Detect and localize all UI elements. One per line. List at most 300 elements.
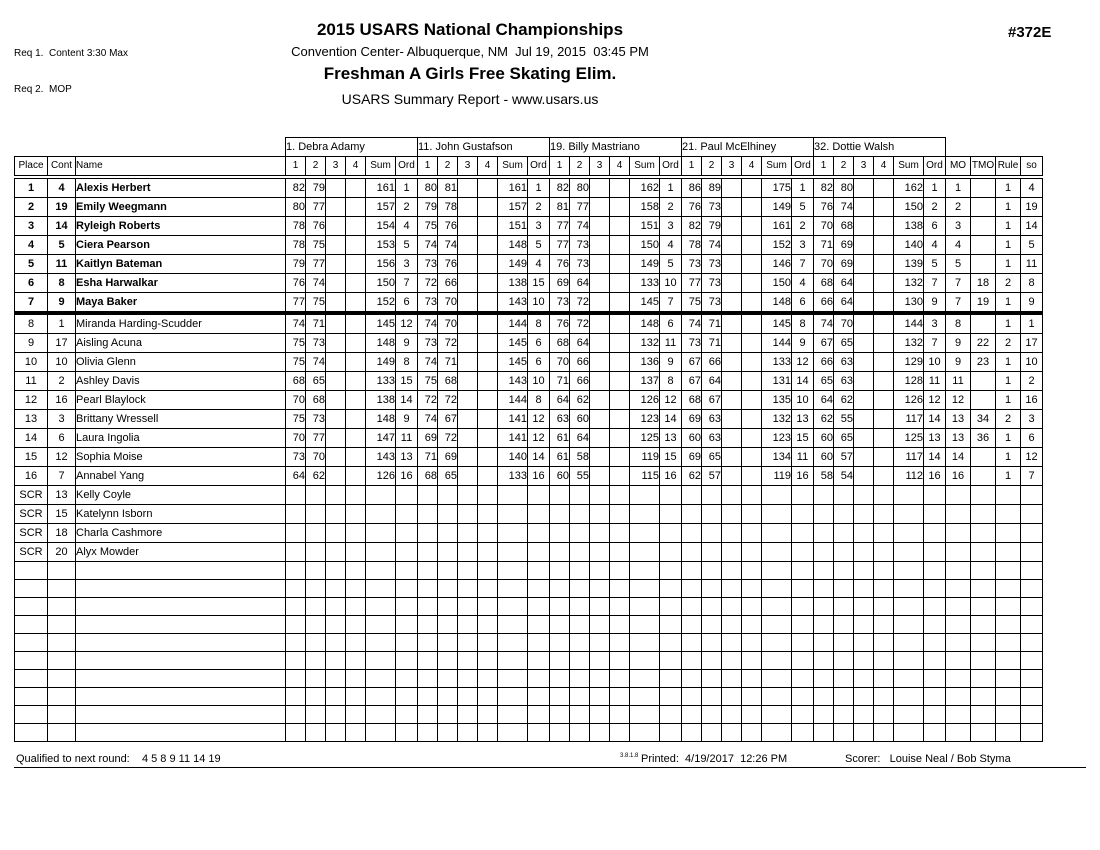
place-cell: 12 [15,391,48,410]
score-1-cell [418,598,438,616]
score-3-cell [722,524,742,543]
score-2-cell: 73 [702,255,722,274]
score-1-cell [682,580,702,598]
skater-name-cell [76,706,286,724]
so-cell: 10 [1021,353,1043,372]
place-cell: 6 [15,274,48,293]
score-4-cell [478,313,498,334]
score-3-cell [722,274,742,293]
sum-cell [498,562,528,580]
col-header-judge1-2: 2 [306,157,326,178]
sum-cell: 119 [762,467,792,486]
score-3-cell [854,724,874,742]
ordinal-cell [528,616,550,634]
sum-cell [498,598,528,616]
ordinal-cell: 14 [660,410,682,429]
score-2-cell [306,562,326,580]
ordinal-cell: 12 [528,410,550,429]
report-type-line: USARS Summary Report - www.usars.us [341,91,599,107]
ordinal-cell: 10 [924,353,946,372]
so-cell: 11 [1021,255,1043,274]
score-1-cell: 77 [550,217,570,236]
ordinal-cell [924,652,946,670]
score-2-cell: 70 [438,293,458,314]
score-1-cell: 61 [550,429,570,448]
sum-cell [366,543,396,562]
so-cell: 3 [1021,410,1043,429]
ordinal-cell: 2 [396,198,418,217]
score-3-cell [854,524,874,543]
score-1-cell [550,524,570,543]
score-3-cell [590,543,610,562]
score-3-cell [458,313,478,334]
sum-cell: 161 [762,217,792,236]
so-cell: 7 [1021,467,1043,486]
col-header-judge3-2: 2 [570,157,590,178]
score-2-cell [306,486,326,505]
score-4-cell [346,467,366,486]
score-3-cell [854,217,874,236]
score-1-cell: 82 [814,177,834,198]
ordinal-cell: 10 [528,372,550,391]
tmo-cell [971,580,996,598]
score-1-cell: 76 [682,198,702,217]
place-cell: 7 [15,293,48,314]
sum-cell: 149 [366,353,396,372]
rule-cell: 2 [996,334,1021,353]
ordinal-cell: 16 [924,467,946,486]
score-4-cell [742,562,762,580]
tmo-cell [971,524,996,543]
place-cell: 1 [15,177,48,198]
ordinal-cell [528,598,550,616]
score-3-cell [854,334,874,353]
sum-cell [894,505,924,524]
sum-cell [498,670,528,688]
ordinal-cell [792,543,814,562]
sum-cell [894,724,924,742]
venue-date-line: Convention Center- Albuquerque, NM Jul 19, 2015 03:45 PM [291,44,649,59]
score-1-cell [286,724,306,742]
col-header-judge5-sum: Sum [894,157,924,178]
score-3-cell [722,217,742,236]
ordinal-cell: 11 [396,429,418,448]
score-2-cell [702,524,722,543]
score-2-cell: 77 [570,198,590,217]
score-4-cell [346,524,366,543]
score-2-cell [570,562,590,580]
place-cell: 15 [15,448,48,467]
score-4-cell [346,334,366,353]
col-header-judge4-ord: Ord [792,157,814,178]
score-1-cell [814,580,834,598]
score-1-cell [550,580,570,598]
score-4-cell [874,274,894,293]
score-3-cell [854,562,874,580]
so-cell [1021,543,1043,562]
score-1-cell: 76 [814,198,834,217]
result-row [15,467,1043,486]
score-4-cell [478,505,498,524]
score-4-cell [874,688,894,706]
score-2-cell [438,652,458,670]
score-1-cell: 70 [286,429,306,448]
score-4-cell [742,391,762,410]
score-2-cell: 63 [702,429,722,448]
place-cell: SCR [15,486,48,505]
score-4-cell [610,724,630,742]
skater-name-cell: Esha Harwalkar [76,274,286,293]
score-4-cell [874,410,894,429]
ordinal-cell [792,562,814,580]
empty-row [15,688,1043,706]
ordinal-cell: 5 [924,255,946,274]
ordinal-cell: 7 [924,334,946,353]
score-1-cell [286,505,306,524]
score-3-cell [854,177,874,198]
score-4-cell [478,293,498,314]
score-3-cell [854,505,874,524]
sum-cell: 175 [762,177,792,198]
skater-name-cell [76,580,286,598]
score-1-cell: 66 [814,353,834,372]
tmo-cell: 19 [971,293,996,314]
score-2-cell: 89 [702,177,722,198]
score-1-cell: 73 [550,293,570,314]
sum-cell: 144 [498,313,528,334]
so-cell: 2 [1021,372,1043,391]
rule-cell [996,634,1021,652]
ordinal-cell [528,688,550,706]
score-3-cell [590,616,610,634]
rule-cell: 1 [996,313,1021,334]
contestant-number-cell [48,688,76,706]
score-1-cell [814,706,834,724]
score-2-cell: 73 [570,255,590,274]
ordinal-cell [528,580,550,598]
score-3-cell [590,198,610,217]
score-3-cell [590,706,610,724]
score-3-cell [458,334,478,353]
sum-cell [630,580,660,598]
sum-cell: 125 [894,429,924,448]
score-2-cell: 65 [306,372,326,391]
score-1-cell: 68 [814,274,834,293]
score-4-cell [346,391,366,410]
sum-cell [498,486,528,505]
score-3-cell [722,688,742,706]
sum-cell: 140 [894,236,924,255]
score-1-cell: 60 [814,429,834,448]
rule-cell [996,598,1021,616]
event-number: #372E [1008,24,1052,41]
score-1-cell: 75 [286,334,306,353]
sum-cell: 145 [498,353,528,372]
score-3-cell [854,634,874,652]
score-1-cell: 80 [286,198,306,217]
score-4-cell [478,616,498,634]
score-4-cell [610,652,630,670]
score-1-cell [550,616,570,634]
score-1-cell: 71 [814,236,834,255]
sum-cell [894,616,924,634]
sum-cell: 112 [894,467,924,486]
so-cell [1021,724,1043,742]
score-3-cell [458,255,478,274]
rule-cell: 1 [996,255,1021,274]
score-4-cell [346,372,366,391]
so-cell [1021,670,1043,688]
score-2-cell [702,670,722,688]
ordinal-cell [396,524,418,543]
ordinal-cell: 14 [924,448,946,467]
score-1-cell: 73 [418,334,438,353]
score-4-cell [346,598,366,616]
ordinal-cell: 10 [528,293,550,314]
score-2-cell: 74 [306,274,326,293]
score-3-cell [326,334,346,353]
rule-cell [996,706,1021,724]
judge-name-2: 11. John Gustafson [418,138,550,157]
score-1-cell: 70 [550,353,570,372]
ordinal-cell [396,543,418,562]
score-3-cell [326,616,346,634]
col-header-judge3-sum: Sum [630,157,660,178]
rule-cell [996,670,1021,688]
score-1-cell: 71 [550,372,570,391]
score-1-cell [682,543,702,562]
score-2-cell: 67 [702,391,722,410]
score-3-cell [326,670,346,688]
ordinal-cell [528,652,550,670]
result-row [15,236,1043,255]
score-3-cell [458,429,478,448]
col-header-judge2-1: 1 [418,157,438,178]
score-4-cell [346,177,366,198]
ordinal-cell [924,505,946,524]
score-1-cell [286,652,306,670]
ordinal-cell [924,486,946,505]
score-3-cell [590,724,610,742]
sum-cell [894,486,924,505]
score-1-cell: 60 [814,448,834,467]
skater-name-cell: Miranda Harding-Scudder [76,313,286,334]
score-2-cell: 65 [834,334,854,353]
score-3-cell [722,634,742,652]
contestant-number-cell: 17 [48,334,76,353]
ordinal-cell: 7 [792,255,814,274]
contestant-number-cell: 18 [48,524,76,543]
score-3-cell [326,562,346,580]
empty-row [15,634,1043,652]
score-2-cell [570,670,590,688]
score-4-cell [742,448,762,467]
tmo-cell [971,652,996,670]
score-1-cell [286,486,306,505]
score-3-cell [458,177,478,198]
score-3-cell [326,580,346,598]
col-header-judge2-2: 2 [438,157,458,178]
score-4-cell [478,634,498,652]
score-2-cell: 73 [306,410,326,429]
score-2-cell [702,616,722,634]
result-row [15,429,1043,448]
score-4-cell [478,598,498,616]
score-2-cell: 68 [306,391,326,410]
ordinal-cell [528,505,550,524]
score-2-cell [306,652,326,670]
score-2-cell: 66 [570,372,590,391]
score-2-cell [438,616,458,634]
skater-name-cell [76,670,286,688]
score-2-cell: 74 [306,353,326,372]
tmo-cell: 36 [971,429,996,448]
ordinal-cell: 6 [528,334,550,353]
score-2-cell: 72 [438,391,458,410]
col-header-judge4-2: 2 [702,157,722,178]
ordinal-cell [396,688,418,706]
score-1-cell [682,524,702,543]
contestant-number-cell: 1 [48,313,76,334]
sum-cell [366,524,396,543]
result-row [15,313,1043,334]
score-3-cell [326,448,346,467]
score-1-cell [814,616,834,634]
score-2-cell: 69 [834,236,854,255]
col-header-cont: Cont [48,157,76,178]
score-3-cell [722,410,742,429]
score-3-cell [458,217,478,236]
sum-cell [894,688,924,706]
place-cell [15,724,48,742]
score-2-cell: 69 [438,448,458,467]
score-4-cell [874,334,894,353]
score-2-cell [570,706,590,724]
score-3-cell [458,410,478,429]
score-1-cell [814,543,834,562]
score-1-cell [286,706,306,724]
sum-cell [762,598,792,616]
ordinal-cell: 2 [792,217,814,236]
score-4-cell [346,616,366,634]
sum-cell: 148 [366,410,396,429]
sum-cell: 132 [762,410,792,429]
score-1-cell: 77 [550,236,570,255]
score-2-cell: 72 [438,334,458,353]
col-header-judge4-4: 4 [742,157,762,178]
score-2-cell [306,634,326,652]
col-header-judge3-4: 4 [610,157,630,178]
col-header-judge5-3: 3 [854,157,874,178]
sum-cell: 161 [366,177,396,198]
sum-cell: 138 [498,274,528,293]
score-3-cell [722,255,742,274]
event-title: Freshman A Girls Free Skating Elim. [323,64,617,83]
tmo-cell [971,217,996,236]
ordinal-cell [792,706,814,724]
score-3-cell [458,543,478,562]
score-2-cell: 77 [306,198,326,217]
ordinal-cell [660,524,682,543]
sum-cell [630,598,660,616]
ordinal-cell: 6 [924,217,946,236]
score-1-cell [682,616,702,634]
col-header-judge1-1: 1 [286,157,306,178]
score-3-cell [590,217,610,236]
contestant-number-cell: 3 [48,410,76,429]
ordinal-cell [924,724,946,742]
mo-cell [946,670,971,688]
sum-cell [630,724,660,742]
result-row [15,391,1043,410]
score-4-cell [478,706,498,724]
result-row [15,274,1043,293]
score-4-cell [478,448,498,467]
tmo-cell [971,486,996,505]
score-4-cell [742,274,762,293]
tmo-cell [971,448,996,467]
score-4-cell [478,177,498,198]
score-1-cell: 65 [814,372,834,391]
score-4-cell [610,410,630,429]
tmo-cell [971,467,996,486]
sum-cell [894,652,924,670]
score-3-cell [722,334,742,353]
score-4-cell [478,543,498,562]
mo-cell [946,688,971,706]
score-4-cell [874,543,894,562]
sum-cell: 162 [894,177,924,198]
ordinal-cell: 12 [792,353,814,372]
score-4-cell [874,580,894,598]
score-2-cell [438,670,458,688]
results-table [14,137,1043,742]
score-4-cell [742,217,762,236]
ordinal-cell: 6 [396,293,418,314]
score-2-cell: 70 [306,448,326,467]
score-3-cell [326,391,346,410]
score-3-cell [722,353,742,372]
place-cell: 4 [15,236,48,255]
skater-name-cell: Maya Baker [76,293,286,314]
col-header-judge5-2: 2 [834,157,854,178]
ordinal-cell [396,598,418,616]
score-2-cell: 63 [834,353,854,372]
ordinal-cell [528,524,550,543]
score-2-cell: 73 [702,293,722,314]
ordinal-cell: 6 [528,353,550,372]
ordinal-cell [792,688,814,706]
score-4-cell [742,598,762,616]
score-3-cell [326,706,346,724]
score-2-cell [570,634,590,652]
championship-title: 2015 USARS National Championships [316,20,624,39]
sum-cell: 145 [366,313,396,334]
score-2-cell [834,598,854,616]
score-4-cell [610,293,630,314]
ordinal-cell [528,706,550,724]
score-1-cell [286,598,306,616]
score-4-cell [346,670,366,688]
tmo-cell [971,634,996,652]
score-4-cell [610,391,630,410]
sum-cell [762,486,792,505]
place-cell [15,652,48,670]
score-2-cell: 74 [702,236,722,255]
score-4-cell [478,391,498,410]
place-cell: 14 [15,429,48,448]
score-4-cell [742,580,762,598]
